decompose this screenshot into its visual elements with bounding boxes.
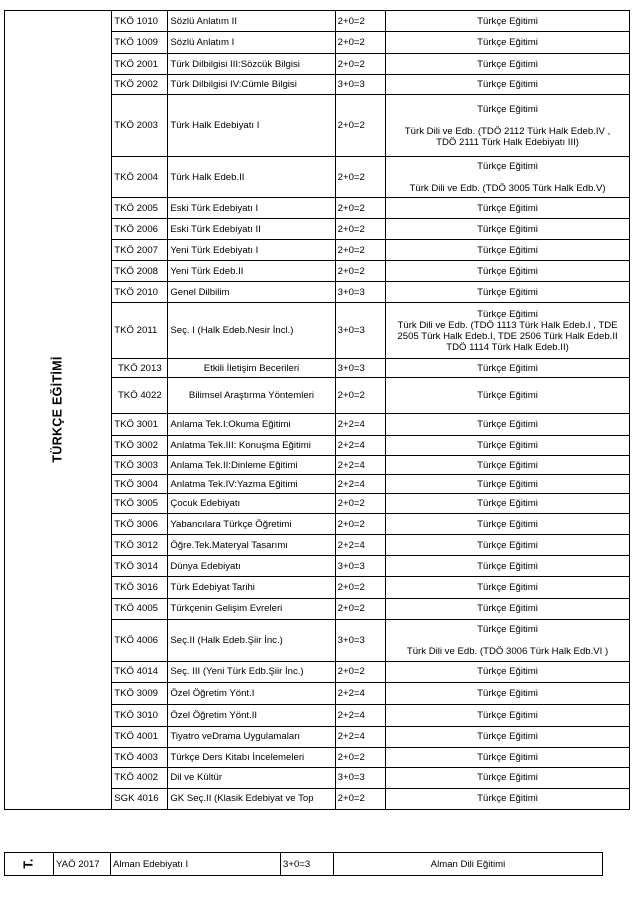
course-department: Türkçe Eğitimi: [386, 747, 630, 767]
course-department: Türkçe Eğitimi: [386, 240, 630, 261]
course-name: Türk Edebiyat Tarihi: [168, 577, 335, 598]
course-code: TKÖ 4002: [112, 767, 168, 788]
course-code: TKÖ 2003: [112, 95, 168, 157]
course-department: Türkçe Eğitimi: [386, 75, 630, 95]
course-credit: 2+0=2: [335, 747, 385, 767]
course-table-section-2: [4, 852, 603, 876]
course-name: Anlatma Tek.IV:Yazma Eğitimi: [168, 475, 335, 494]
course-credit: 2+0=2: [335, 577, 385, 598]
department-vertical-label: [5, 11, 112, 810]
course-credit: 3+0=3: [335, 303, 385, 359]
course-credit: 2+0=2: [335, 494, 385, 514]
course-code: TKÖ 3005: [112, 494, 168, 514]
course-credit: 2+0=2: [335, 157, 385, 198]
course-department: Türkçe Eğitimi Türk Dili ve Edb. (TDÖ 3005 Türk Halk Edb.V): [386, 157, 630, 198]
table-row: [5, 853, 603, 876]
course-name: Anlatma Tek.III: Konuşma Eğitimi: [168, 436, 335, 456]
course-department: Türkçe Eğitimi: [386, 682, 630, 704]
course-credit: 2+0=2: [335, 514, 385, 535]
course-name: Seç.II (Halk Edeb.Şiir İnc.): [168, 619, 335, 661]
course-code: TKÖ 3006: [112, 514, 168, 535]
course-department: Alman Dili Eğitimi: [334, 853, 603, 876]
course-department: Türkçe Eğitimi Türk Dili ve Edb. (TDÖ 1113 Türk Halk Edeb.I , TDE 2505 Türk Halk Edeb.I, TDE 2506 Türk Halk Edeb.II TDÖ 1114 Türk Halk Edeb.II): [386, 303, 630, 359]
course-department: Türkçe Eğitimi: [386, 54, 630, 75]
course-credit: 2+2=4: [335, 704, 385, 726]
course-credit: 2+2=4: [335, 475, 385, 494]
table-row: [5, 11, 630, 32]
course-credit: 2+2=4: [335, 456, 385, 475]
course-department: Türkçe Eğitimi: [386, 661, 630, 682]
course-name: Türk Halk Edeb.II: [168, 157, 335, 198]
course-code: TKÖ 4003: [112, 747, 168, 767]
course-credit: 2+0=2: [335, 378, 385, 414]
course-credit: 3+0=3: [335, 619, 385, 661]
course-name: Tiyatro veDrama Uygulamaları: [168, 726, 335, 747]
course-name: Eski Türk Edebiyatı I: [168, 198, 335, 219]
course-department: Türkçe Eğitimi: [386, 359, 630, 378]
course-name: Çocuk Edebiyatı: [168, 494, 335, 514]
course-credit: 2+2=4: [335, 535, 385, 556]
course-credit: 2+0=2: [335, 788, 385, 809]
course-name: Yabancılara Türkçe Öğretimi: [168, 514, 335, 535]
course-code: TKÖ 3014: [112, 556, 168, 577]
course-name: Etkili İletişim Becerileri: [168, 359, 335, 378]
course-code: TKÖ 4022: [112, 378, 168, 414]
course-department: Türkçe Eğitimi: [386, 198, 630, 219]
course-department: Türkçe Eğitimi: [386, 556, 630, 577]
course-name: Anlama Tek.I:Okuma Eğitimi: [168, 414, 335, 436]
course-code: TKÖ 2008: [112, 261, 168, 282]
course-code: TKÖ 4005: [112, 598, 168, 619]
course-name: Seç. I (Halk Edeb.Nesir İncl.): [168, 303, 335, 359]
course-credit: 2+2=4: [335, 436, 385, 456]
course-code: YAÖ 2017: [54, 853, 111, 876]
course-credit: 3+0=3: [281, 853, 334, 876]
course-code: TKÖ 2006: [112, 219, 168, 240]
course-name: Öğre.Tek.Materyal Tasarımı: [168, 535, 335, 556]
course-code: TKÖ 3003: [112, 456, 168, 475]
course-name: Sözlü Anlatım I: [168, 32, 335, 54]
course-department: Türkçe Eğitimi: [386, 767, 630, 788]
course-code: TKÖ 4006: [112, 619, 168, 661]
course-name: Anlama Tek.II:Dinleme Eğitimi: [168, 456, 335, 475]
course-code: TKÖ 2002: [112, 75, 168, 95]
course-department: Türkçe Eğitimi: [386, 282, 630, 303]
course-name: Yeni Türk Edebiyatı I: [168, 240, 335, 261]
course-code: TKÖ 2005: [112, 198, 168, 219]
course-name: Türkçenin Gelişim Evreleri: [168, 598, 335, 619]
course-credit: 2+0=2: [335, 95, 385, 157]
course-department: Türkçe Eğitimi: [386, 456, 630, 475]
course-code: TKÖ 2001: [112, 54, 168, 75]
course-code: TKÖ 2007: [112, 240, 168, 261]
course-credit: 3+0=3: [335, 282, 385, 303]
course-table-2: [4, 852, 603, 876]
course-name: Özel Öğretim Yönt.I: [168, 682, 335, 704]
course-name: Dil ve Kültür: [168, 767, 335, 788]
course-department: Türkçe Eğitimi: [386, 414, 630, 436]
course-code: TKÖ 4014: [112, 661, 168, 682]
course-code: TKÖ 1010: [112, 11, 168, 32]
course-credit: 3+0=3: [335, 359, 385, 378]
course-code: TKÖ 2010: [112, 282, 168, 303]
course-department: Türkçe Eğitimi: [386, 378, 630, 414]
course-credit: 2+0=2: [335, 240, 385, 261]
course-department: Türkçe Eğitimi: [386, 219, 630, 240]
course-code: TKÖ 2004: [112, 157, 168, 198]
course-code: TKÖ 3001: [112, 414, 168, 436]
course-credit: 2+0=2: [335, 261, 385, 282]
course-name: Bilimsel Araştırma Yöntemleri: [168, 378, 335, 414]
course-name: Türk Dilbilgisi III:Sözcük Bilgisi: [168, 54, 335, 75]
course-name: Türk Dilbilgisi IV:Cümle Bilgisi: [168, 75, 335, 95]
department-label-text: TÜRKÇE EĞİTİMİ: [50, 356, 65, 463]
course-department: Türkçe Eğitimi: [386, 436, 630, 456]
course-code: TKÖ 3002: [112, 436, 168, 456]
course-credit: 3+0=3: [335, 556, 385, 577]
course-department: Türkçe Eğitimi: [386, 577, 630, 598]
course-code: TKÖ 4001: [112, 726, 168, 747]
course-credit: 3+0=3: [335, 75, 385, 95]
course-department: Türkçe Eğitimi: [386, 494, 630, 514]
department-label-text: T.: [21, 858, 36, 869]
course-name: Seç. III (Yeni Türk Edb.Şiir İnc.): [168, 661, 335, 682]
course-name: Alman Edebiyatı I: [111, 853, 281, 876]
course-credit: 2+2=4: [335, 726, 385, 747]
course-department: Türkçe Eğitimi: [386, 704, 630, 726]
course-code: SGK 4016: [112, 788, 168, 809]
course-credit: 2+0=2: [335, 661, 385, 682]
course-department: Türkçe Eğitimi: [386, 535, 630, 556]
course-department: Türkçe Eğitimi Türk Dili ve Edb. (TDÖ 2112 Türk Halk Edeb.IV , TDÖ 2111 Türk Halk Edebiyatı III): [386, 95, 630, 157]
course-name: Dünya Edebiyatı: [168, 556, 335, 577]
course-credit: 2+2=4: [335, 682, 385, 704]
course-name: Eski Türk Edebiyatı II: [168, 219, 335, 240]
course-department: Türkçe Eğitimi: [386, 261, 630, 282]
course-department: Türkçe Eğitimi: [386, 514, 630, 535]
course-department: Türkçe Eğitimi: [386, 598, 630, 619]
course-code: TKÖ 3004: [112, 475, 168, 494]
course-credit: 2+0=2: [335, 32, 385, 54]
course-code: TKÖ 3009: [112, 682, 168, 704]
course-code: TKÖ 3012: [112, 535, 168, 556]
course-name: Türk Halk Edebiyatı I: [168, 95, 335, 157]
course-code: TKÖ 2013: [112, 359, 168, 378]
course-credit: 2+0=2: [335, 219, 385, 240]
course-department: Türkçe Eğitimi: [386, 726, 630, 747]
course-credit: 2+2=4: [335, 414, 385, 436]
course-name: Özel Öğretim Yönt.II: [168, 704, 335, 726]
course-code: TKÖ 1009: [112, 32, 168, 54]
course-department: Türkçe Eğitimi: [386, 475, 630, 494]
course-department: Türkçe Eğitimi: [386, 788, 630, 809]
course-table: [4, 10, 630, 810]
course-department: Türkçe Eğitimi Türk Dili ve Edb. (TDÖ 3006 Türk Halk Edb.VI ): [386, 619, 630, 661]
course-credit: 2+0=2: [335, 54, 385, 75]
course-table-section-1: [4, 10, 630, 810]
course-credit: 3+0=3: [335, 767, 385, 788]
department-vertical-label: [5, 853, 54, 876]
course-department: Türkçe Eğitimi: [386, 11, 630, 32]
course-code: TKÖ 3010: [112, 704, 168, 726]
course-credit: 2+0=2: [335, 11, 385, 32]
course-code: TKÖ 3016: [112, 577, 168, 598]
course-credit: 2+0=2: [335, 198, 385, 219]
course-name: Sözlü Anlatım II: [168, 11, 335, 32]
course-code: TKÖ 2011: [112, 303, 168, 359]
course-name: Yeni Türk Edeb.II: [168, 261, 335, 282]
course-name: Genel Dilbilim: [168, 282, 335, 303]
course-name: GK Seç.II (Klasik Edebiyat ve Top: [168, 788, 335, 809]
course-credit: 2+0=2: [335, 598, 385, 619]
course-department: Türkçe Eğitimi: [386, 32, 630, 54]
course-name: Türkçe Ders Kitabı İncelemeleri: [168, 747, 335, 767]
